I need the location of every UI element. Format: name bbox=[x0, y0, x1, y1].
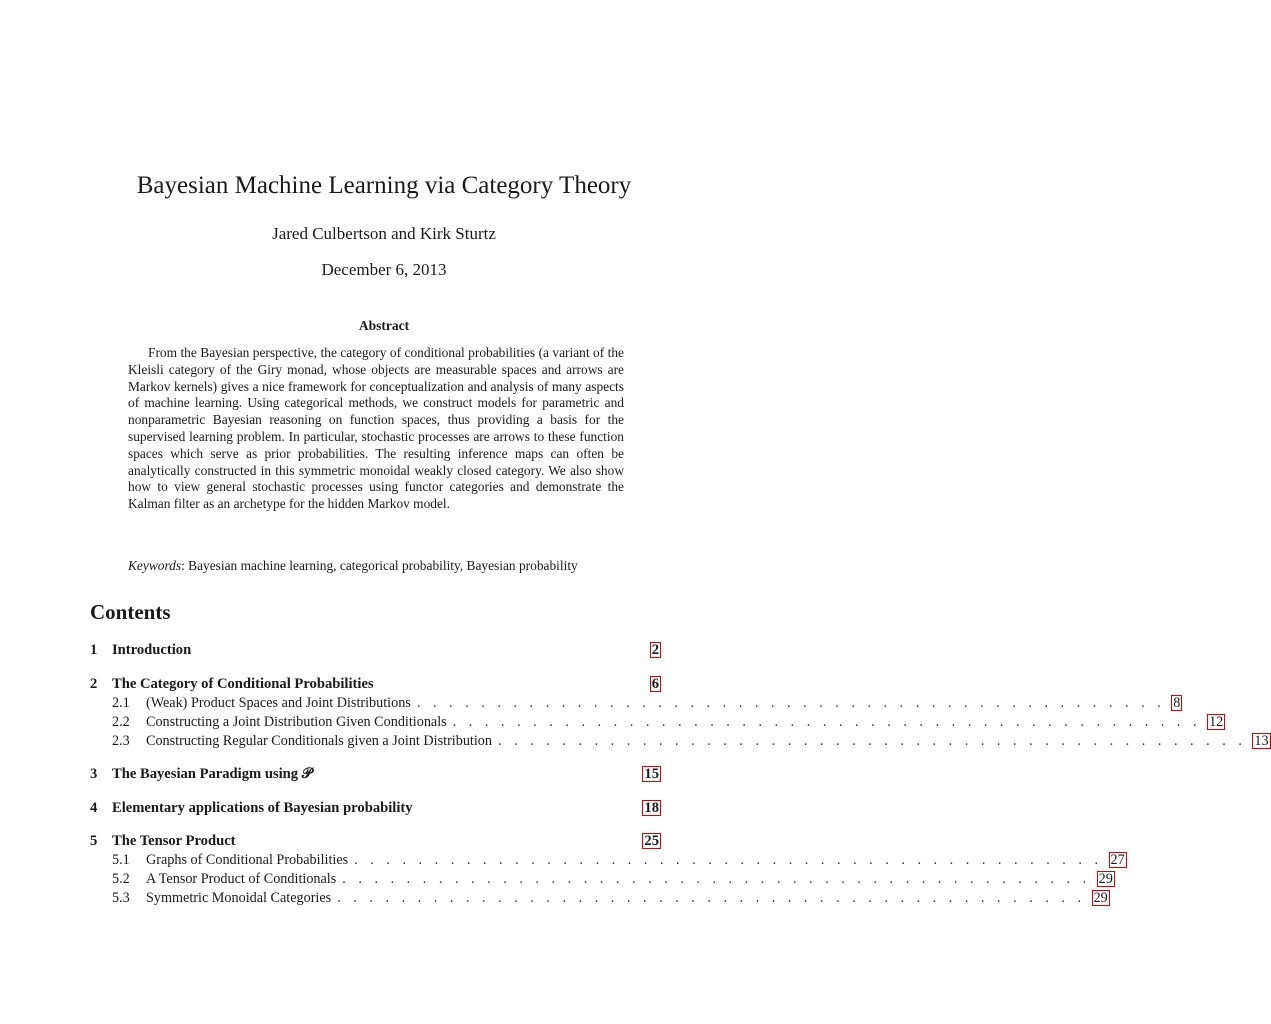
toc-leader-dots: . . . . . . . . . . . . . . . . . . . . . . . . . . . . . . . . . . . . . . . . . . . . . . . bbox=[342, 871, 1091, 887]
keywords-label: Keywords bbox=[128, 558, 182, 573]
toc-entry-tensor-conditionals[interactable] bbox=[90, 871, 1113, 890]
toc-entry-symmetric-monoidal[interactable] bbox=[90, 890, 1108, 909]
toc-number: 4 bbox=[90, 800, 98, 816]
toc-page-link[interactable]: 2 bbox=[651, 642, 659, 658]
toc-title: Symmetric Monoidal Categories bbox=[146, 890, 332, 906]
toc-leader-dots: . . . . . . . . . . . . . . . . . . . . . . . . . . . . . . . . . . . . . . . . . . . . . . . bbox=[354, 852, 1103, 868]
toc-entry-joint-distribution[interactable] bbox=[90, 714, 1224, 733]
toc-page-link[interactable]: 25 bbox=[644, 833, 659, 849]
toc-number: 2.1 bbox=[112, 695, 130, 711]
toc-number: 5.1 bbox=[112, 852, 130, 868]
toc-page-link[interactable]: 18 bbox=[644, 800, 659, 816]
toc-title: The Bayesian Paradigm using 𝒫 bbox=[112, 766, 313, 782]
toc-page-link[interactable]: 6 bbox=[651, 676, 659, 692]
toc-entry-introduction[interactable] bbox=[90, 642, 662, 661]
toc-entry-product-spaces[interactable] bbox=[90, 695, 1181, 714]
toc-leader-dots: . . . . . . . . . . . . . . . . . . . . . . . . . . . . . . . . . . . . . . . . . . . . . . . bbox=[498, 733, 1247, 749]
toc-entry-category-conditional[interactable] bbox=[90, 676, 662, 695]
paper-title: Bayesian Machine Learning via Category Theory bbox=[136, 172, 632, 199]
contents-heading: Contents bbox=[90, 600, 171, 624]
toc-entry-regular-conditionals[interactable] bbox=[90, 733, 1269, 752]
toc-page-link[interactable]: 8 bbox=[1173, 695, 1181, 711]
toc-leader-dots: . . . . . . . . . . . . . . . . . . . . . . . . . . . . . . . . . . . . . . . . . . . . . . . bbox=[452, 714, 1202, 730]
toc-title: A Tensor Product of Conditionals bbox=[146, 871, 337, 887]
toc-entry-graphs-conditional[interactable] bbox=[90, 852, 1125, 871]
toc-title: (Weak) Product Spaces and Joint Distributions bbox=[146, 695, 411, 711]
toc-page-link[interactable]: 29 bbox=[1093, 890, 1108, 906]
toc-page-link[interactable]: 13 bbox=[1254, 733, 1269, 749]
toc-entry-tensor-product[interactable] bbox=[90, 833, 662, 852]
toc-number: 2.3 bbox=[112, 733, 130, 749]
toc-leader-dots: . . . . . . . . . . . . . . . . . . . . . . . . . . . . . . . . . . . . . . . . . . . . . . . bbox=[416, 695, 1166, 711]
abstract-heading: Abstract bbox=[358, 318, 410, 333]
toc-page-link[interactable]: 12 bbox=[1209, 714, 1224, 730]
toc-page-link[interactable]: 15 bbox=[644, 766, 659, 782]
keywords-text: Bayesian machine learning, categorical probability, Bayesian probability bbox=[188, 558, 578, 573]
toc-page-link[interactable]: 27 bbox=[1110, 852, 1125, 868]
keywords-colon: : bbox=[181, 558, 185, 573]
paper-authors: Jared Culbertson and Kirk Sturtz bbox=[272, 224, 496, 243]
toc-title: Introduction bbox=[112, 642, 192, 658]
toc-entry-elementary-applications[interactable] bbox=[90, 800, 662, 819]
toc-number: 2 bbox=[90, 676, 98, 692]
paper-date: December 6, 2013 bbox=[321, 260, 447, 279]
toc-entry-bayesian-paradigm[interactable] bbox=[90, 766, 662, 785]
toc-title: Constructing Regular Conditionals given a Joint Distribution bbox=[146, 733, 492, 749]
toc-title: The Category of Conditional Probabilities bbox=[112, 676, 374, 692]
toc-page-link[interactable]: 29 bbox=[1098, 871, 1113, 887]
toc-number: 5.3 bbox=[112, 890, 130, 906]
toc-leader-dots: . . . . . . . . . . . . . . . . . . . . . . . . . . . . . . . . . . . . . . . . . . . . . . . bbox=[337, 890, 1086, 906]
toc-number: 3 bbox=[90, 766, 98, 782]
toc-title: Graphs of Conditional Probabilities bbox=[146, 852, 349, 868]
toc-number: 1 bbox=[90, 642, 98, 658]
toc-number: 2.2 bbox=[112, 714, 130, 730]
abstract-text: From the Bayesian perspective, the category of conditional probabilities (a variant of the Kleisli category of the Giry monad, whose objects are measurable spaces and arrows are Markov kernels) gives a nice framework for conceptualization and analysis of many aspects of machine learning. Using categorical methods, we construct models for parametric and nonparametric Bayesian reasoning on function spaces, thus providing a basis for the supervised learning problem. In particular, stochastic processes are arrows to these function spaces which serve as prior probabilities. The resulting inference maps can often be analytically constructed in this symmetric monoidal weakly closed category. We also show how to view general stochastic processes using functor categories and demonstrate the Kalman filter as an archetype for the hidden Markov model. bbox=[128, 345, 624, 512]
toc-title: Constructing a Joint Distribution Given Conditionals bbox=[146, 714, 447, 730]
keywords-line bbox=[128, 558, 638, 574]
toc-number: 5.2 bbox=[112, 871, 130, 887]
toc-number: 5 bbox=[90, 833, 98, 849]
toc-title: The Tensor Product bbox=[112, 833, 236, 849]
toc-title: Elementary applications of Bayesian probability bbox=[112, 800, 413, 816]
